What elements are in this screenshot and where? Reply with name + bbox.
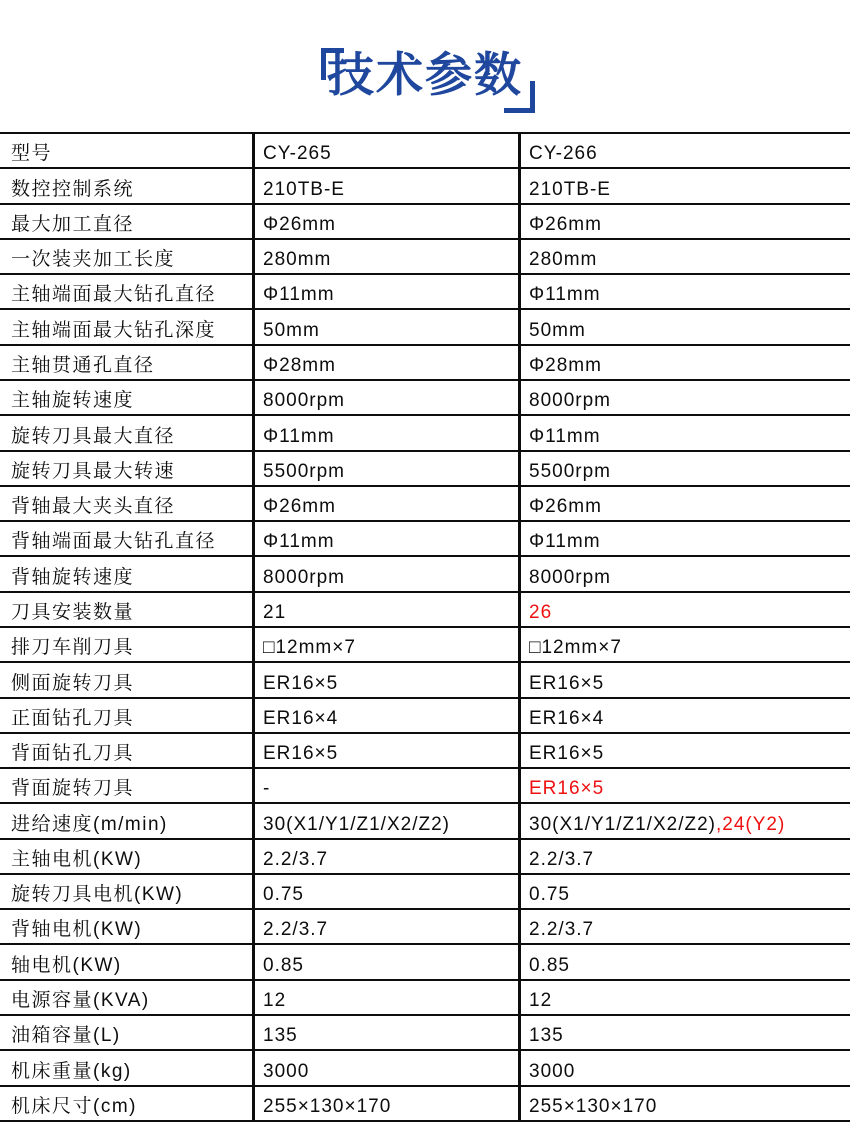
value-cy265: 3000 bbox=[263, 1060, 310, 1082]
spec-label: 背面钻孔刀具 bbox=[11, 743, 135, 765]
spec-label-cell bbox=[0, 134, 252, 167]
table-row bbox=[0, 593, 850, 628]
value-cy265: 0.85 bbox=[263, 954, 304, 976]
value-cy265: 2.2/3.7 bbox=[263, 848, 329, 870]
table-row bbox=[0, 381, 850, 416]
spec-label-cell bbox=[0, 1087, 252, 1120]
value-cy266-cell bbox=[518, 699, 850, 732]
spec-label: 一次装夹加工长度 bbox=[11, 249, 176, 271]
value-cy265-cell bbox=[252, 663, 518, 696]
page-header bbox=[0, 0, 850, 132]
spec-label: 正面钻孔刀具 bbox=[11, 707, 135, 729]
value-cy266: CY-266 bbox=[529, 143, 598, 165]
spec-label: 数控控制系统 bbox=[11, 178, 135, 200]
spec-label: 刀具安装数量 bbox=[11, 601, 135, 623]
value-cy266-cell bbox=[518, 981, 850, 1014]
value-cy265: ER16×5 bbox=[263, 743, 339, 765]
table-row bbox=[0, 1016, 850, 1051]
table-row bbox=[0, 769, 850, 804]
value-cy266: 280mm bbox=[529, 249, 598, 271]
value-cy266: 8000rpm bbox=[529, 566, 611, 588]
value-cy265-cell bbox=[252, 522, 518, 555]
table-row bbox=[0, 134, 850, 169]
value-cy266-cell bbox=[518, 945, 850, 978]
value-cy265: 8000rpm bbox=[263, 566, 345, 588]
spec-label-cell bbox=[0, 169, 252, 202]
value-cy266: Φ11mm bbox=[529, 531, 601, 553]
value-cy265-cell bbox=[252, 628, 518, 661]
value-cy266-cell bbox=[518, 804, 850, 837]
table-row bbox=[0, 487, 850, 522]
spec-label: 背轴电机(KW) bbox=[11, 919, 143, 941]
spec-label: 电源容量(KVA) bbox=[11, 990, 150, 1012]
value-cy265-cell bbox=[252, 310, 518, 343]
table-row bbox=[0, 945, 850, 980]
value-cy265-cell bbox=[252, 910, 518, 943]
value-cy266: 135 bbox=[529, 1025, 564, 1047]
spec-label-cell bbox=[0, 840, 252, 873]
value-cy265: ER16×5 bbox=[263, 672, 339, 694]
value-cy266: ER16×4 bbox=[529, 707, 605, 729]
value-cy265-cell bbox=[252, 205, 518, 238]
spec-label: 侧面旋转刀具 bbox=[11, 672, 135, 694]
value-cy265: ER16×4 bbox=[263, 707, 339, 729]
value-cy266: Φ26mm bbox=[529, 213, 602, 235]
value-cy265: □12mm×7 bbox=[263, 637, 356, 659]
value-cy265: 135 bbox=[263, 1025, 298, 1047]
table-row bbox=[0, 275, 850, 310]
value-cy266: 0.85 bbox=[529, 954, 570, 976]
value-cy266: ER16×5 bbox=[529, 778, 605, 800]
value-cy265-cell bbox=[252, 840, 518, 873]
spec-label-cell bbox=[0, 487, 252, 520]
value-cy266-extra: ,24(Y2) bbox=[715, 813, 786, 835]
spec-label-cell bbox=[0, 1051, 252, 1084]
value-cy265-cell bbox=[252, 452, 518, 485]
spec-label-cell bbox=[0, 875, 252, 908]
value-cy265: 5500rpm bbox=[263, 460, 345, 482]
value-cy266-cell bbox=[518, 522, 850, 555]
value-cy265-cell bbox=[252, 275, 518, 308]
value-cy266: 12 bbox=[529, 990, 553, 1012]
spec-label: 主轴贯通孔直径 bbox=[11, 354, 155, 376]
spec-label: 油箱容量(L) bbox=[11, 1025, 121, 1047]
value-cy265: 2.2/3.7 bbox=[263, 919, 329, 941]
spec-label-cell bbox=[0, 452, 252, 485]
value-cy266-cell bbox=[518, 169, 850, 202]
table-row bbox=[0, 1051, 850, 1086]
value-cy266-cell bbox=[518, 452, 850, 485]
value-cy266: Φ11mm bbox=[529, 425, 601, 447]
value-cy266-cell bbox=[518, 1051, 850, 1084]
value-cy265: 255×130×170 bbox=[263, 1095, 392, 1117]
value-cy266: Φ26mm bbox=[529, 496, 602, 518]
value-cy265-cell bbox=[252, 240, 518, 273]
spec-label: 背面旋转刀具 bbox=[11, 778, 135, 800]
table-row bbox=[0, 169, 850, 204]
table-row bbox=[0, 240, 850, 275]
spec-label: 主轴旋转速度 bbox=[11, 390, 135, 412]
value-cy266: Φ11mm bbox=[529, 284, 601, 306]
value-cy266: 2.2/3.7 bbox=[529, 919, 595, 941]
value-cy265-cell bbox=[252, 169, 518, 202]
spec-label: 背轴最大夹头直径 bbox=[11, 496, 176, 518]
value-cy266: 0.75 bbox=[529, 884, 570, 906]
value-cy265-cell bbox=[252, 134, 518, 167]
value-cy265: Φ11mm bbox=[263, 284, 335, 306]
value-cy266: 210TB-E bbox=[529, 178, 611, 200]
value-cy265: 8000rpm bbox=[263, 390, 345, 412]
value-cy266-cell bbox=[518, 205, 850, 238]
value-cy266: 2.2/3.7 bbox=[529, 848, 595, 870]
value-cy266-cell bbox=[518, 416, 850, 449]
value-cy266: 30(X1/Y1/Z1/X2/Z2) bbox=[529, 813, 716, 835]
spec-label: 旋转刀具电机(KW) bbox=[11, 884, 184, 906]
value-cy265-cell bbox=[252, 875, 518, 908]
value-cy266-cell bbox=[518, 663, 850, 696]
value-cy266-cell bbox=[518, 1016, 850, 1049]
spec-label: 最大加工直径 bbox=[11, 213, 135, 235]
value-cy266: ER16×5 bbox=[529, 672, 605, 694]
spec-label-cell bbox=[0, 522, 252, 555]
value-cy265-cell bbox=[252, 1087, 518, 1120]
spec-label: 型号 bbox=[11, 143, 53, 165]
spec-label-cell bbox=[0, 275, 252, 308]
table-row bbox=[0, 734, 850, 769]
table-row bbox=[0, 628, 850, 663]
spec-label-cell bbox=[0, 310, 252, 343]
value-cy266: Φ28mm bbox=[529, 354, 602, 376]
table-row bbox=[0, 981, 850, 1016]
spec-label-cell bbox=[0, 945, 252, 978]
spec-label-cell bbox=[0, 593, 252, 626]
value-cy266-cell bbox=[518, 134, 850, 167]
spec-label: 机床尺寸(cm) bbox=[11, 1095, 137, 1117]
value-cy266-cell bbox=[518, 1087, 850, 1120]
spec-label: 旋转刀具最大转速 bbox=[11, 460, 176, 482]
spec-label-cell bbox=[0, 381, 252, 414]
value-cy265: Φ11mm bbox=[263, 425, 335, 447]
value-cy265-cell bbox=[252, 1051, 518, 1084]
value-cy265-cell bbox=[252, 699, 518, 732]
value-cy266: ER16×5 bbox=[529, 743, 605, 765]
value-cy265-cell bbox=[252, 981, 518, 1014]
value-cy266-cell bbox=[518, 734, 850, 767]
value-cy265: 280mm bbox=[263, 249, 332, 271]
value-cy265: 21 bbox=[263, 601, 287, 623]
value-cy266-cell bbox=[518, 381, 850, 414]
spec-label-cell bbox=[0, 240, 252, 273]
table-row bbox=[0, 557, 850, 592]
spec-label-cell bbox=[0, 628, 252, 661]
value-cy265-cell bbox=[252, 769, 518, 802]
table-row bbox=[0, 346, 850, 381]
value-cy266-cell bbox=[518, 275, 850, 308]
spec-label-cell bbox=[0, 1016, 252, 1049]
table-row bbox=[0, 416, 850, 451]
value-cy265-cell bbox=[252, 1016, 518, 1049]
value-cy265-cell bbox=[252, 381, 518, 414]
table-row bbox=[0, 910, 850, 945]
value-cy265: Φ28mm bbox=[263, 354, 336, 376]
page-title: 技术参数 bbox=[327, 48, 523, 101]
spec-label: 机床重量(kg) bbox=[11, 1060, 132, 1082]
value-cy265-cell bbox=[252, 487, 518, 520]
spec-label-cell bbox=[0, 910, 252, 943]
value-cy266: 3000 bbox=[529, 1060, 576, 1082]
spec-label-cell bbox=[0, 205, 252, 238]
table-row bbox=[0, 804, 850, 839]
value-cy266-cell bbox=[518, 593, 850, 626]
spec-label-cell bbox=[0, 663, 252, 696]
value-cy265: Φ26mm bbox=[263, 496, 336, 518]
spec-label-cell bbox=[0, 769, 252, 802]
value-cy265: 0.75 bbox=[263, 884, 304, 906]
value-cy265: 30(X1/Y1/Z1/X2/Z2) bbox=[263, 813, 450, 835]
spec-label-cell bbox=[0, 416, 252, 449]
spec-label: 主轴电机(KW) bbox=[11, 848, 143, 870]
spec-label: 排刀车削刀具 bbox=[11, 637, 135, 659]
value-cy266: 8000rpm bbox=[529, 390, 611, 412]
value-cy266: 26 bbox=[529, 601, 553, 623]
table-row bbox=[0, 699, 850, 734]
value-cy266: □12mm×7 bbox=[529, 637, 622, 659]
value-cy265: Φ26mm bbox=[263, 213, 336, 235]
value-cy266-cell bbox=[518, 875, 850, 908]
value-cy266: 50mm bbox=[529, 319, 586, 341]
value-cy265-cell bbox=[252, 416, 518, 449]
table-row bbox=[0, 875, 850, 910]
spec-label: 背轴端面最大钻孔直径 bbox=[11, 531, 217, 553]
spec-table bbox=[0, 132, 850, 1122]
table-row bbox=[0, 452, 850, 487]
title-bracket-bottom-right-icon bbox=[504, 81, 535, 113]
value-cy265-cell bbox=[252, 804, 518, 837]
value-cy266: 5500rpm bbox=[529, 460, 611, 482]
value-cy266: 255×130×170 bbox=[529, 1095, 658, 1117]
table-row bbox=[0, 1087, 850, 1122]
value-cy266-cell bbox=[518, 346, 850, 379]
spec-label: 轴电机(KW) bbox=[11, 954, 122, 976]
value-cy266-cell bbox=[518, 840, 850, 873]
value-cy266-cell bbox=[518, 769, 850, 802]
value-cy265-cell bbox=[252, 346, 518, 379]
value-cy265: CY-265 bbox=[263, 143, 332, 165]
spec-label: 主轴端面最大钻孔深度 bbox=[11, 319, 217, 341]
table-row bbox=[0, 522, 850, 557]
value-cy265: 50mm bbox=[263, 319, 320, 341]
value-cy265: 12 bbox=[263, 990, 287, 1012]
value-cy265: Φ11mm bbox=[263, 531, 335, 553]
spec-label: 旋转刀具最大直径 bbox=[11, 425, 176, 447]
spec-label: 背轴旋转速度 bbox=[11, 566, 135, 588]
value-cy265-cell bbox=[252, 557, 518, 590]
value-cy265: 210TB-E bbox=[263, 178, 345, 200]
spec-label: 主轴端面最大钻孔直径 bbox=[11, 284, 217, 306]
value-cy266-cell bbox=[518, 628, 850, 661]
value-cy265: - bbox=[263, 778, 271, 800]
value-cy266-cell bbox=[518, 240, 850, 273]
value-cy266-cell bbox=[518, 910, 850, 943]
value-cy265-cell bbox=[252, 593, 518, 626]
spec-label: 进给速度(m/min) bbox=[11, 813, 168, 835]
value-cy265-cell bbox=[252, 945, 518, 978]
table-row bbox=[0, 840, 850, 875]
spec-label-cell bbox=[0, 981, 252, 1014]
table-row bbox=[0, 310, 850, 345]
spec-label-cell bbox=[0, 734, 252, 767]
spec-label-cell bbox=[0, 346, 252, 379]
value-cy266-cell bbox=[518, 310, 850, 343]
table-row bbox=[0, 205, 850, 240]
value-cy266-cell bbox=[518, 487, 850, 520]
table-row bbox=[0, 663, 850, 698]
spec-label-cell bbox=[0, 699, 252, 732]
spec-label-cell bbox=[0, 804, 252, 837]
spec-label-cell bbox=[0, 557, 252, 590]
value-cy265-cell bbox=[252, 734, 518, 767]
value-cy266-cell bbox=[518, 557, 850, 590]
